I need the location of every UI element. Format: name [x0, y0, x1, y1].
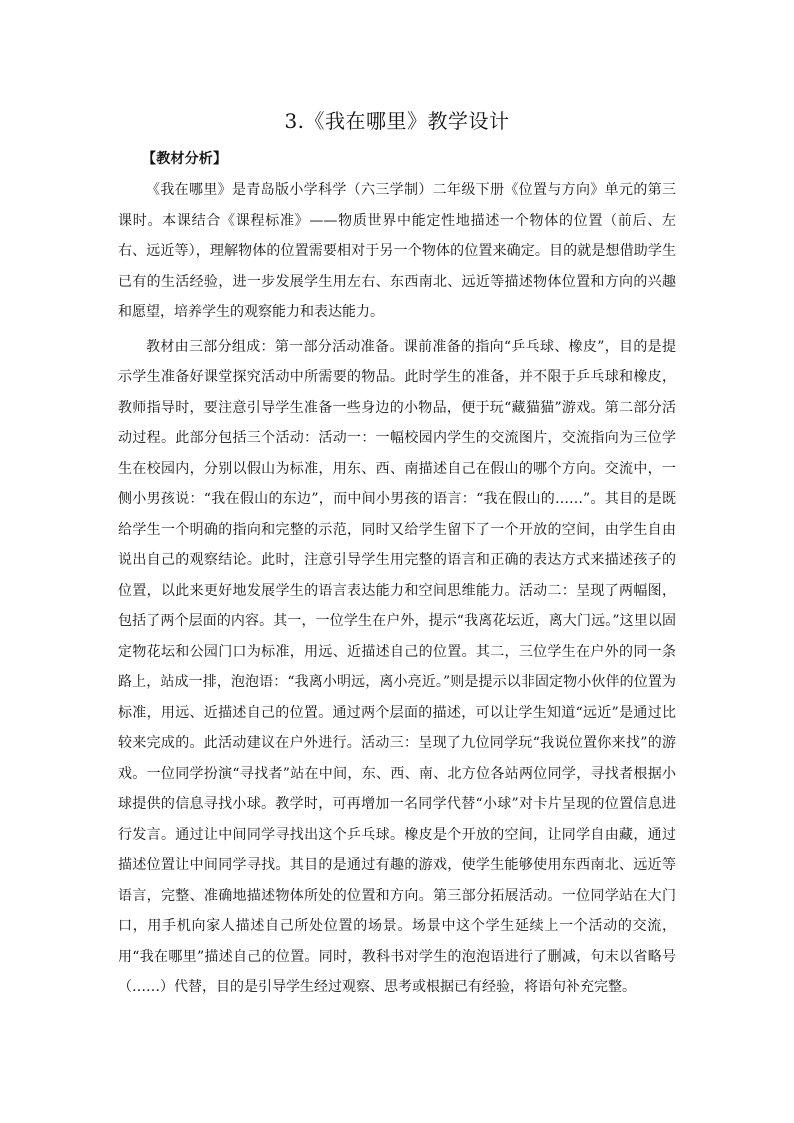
- document-title: 3.《我在哪里》教学设计: [284, 109, 510, 133]
- paragraph-structure: 教材由三部分组成：第一部分活动准备。课前准备的指向“乒乓球、橡皮”，目的是提示学生准备好课堂探究活动中所需要的物品。此时学生的准备，并不限于乒乓球和橡皮，教师指导时，要注意引导学生准备一些身边的小物品，便于玩“藏猫猫”游戏。第二部分活动过程。此部分包括三个活动：活动一：一幅校园内学生的交流图片，交流指向为三位学生在校园内，分别以假山为标准，用东、西、南描述自己在假山的哪个方向。交流中，一侧小男孩说：“我在假山的东边”，而中间小男孩的语言：“我在假山的……”。其目的是既给学生一个明确的指向和完整的示范，同时又给学生留下了一个开放的空间，由学生自由说出自己的观察结论。此时，注意引导学生用完整的语言和正确的表达方式来描述孩子的位置，以此来更好地发展学生的语言表达能力和空间思维能力。活动二：呈现了两幅图，包括了两个层面的内容。其一，一位学生在户外，提示“我离花坛近，离大门远。”这里以固定物花坛和公园门口为标准，用远、近描述自己的位置。其二，三位学生在户外的同一条路上，站成一排，泡泡语：“我离小明远，离小亮近。”则是提示以非固定物小伙伴的位置为标准，用远、近描述自己的位置。通过两个层面的描述，可以让学生知道“远近”是通过比较来完成的。此活动建议在户外进行。活动三：呈现了九位同学玩“我说位置你来找”的游戏。一位同学扮演“寻找者”站在中间，东、西、南、北方位各站两位同学，寻找者根据小球提供的信息寻找小球。教学时，可再增加一名同学代替“小球”对卡片呈现的位置信息进行发言。通过让中间同学寻找出这个乒乓球。橡皮是个开放的空间，让同学自由藏，通过描述位置让中间同学寻找。其目的是通过有趣的游戏，使学生能够使用东西南北、远近等语言，完整、准确地描述物体所处的位置和方向。第三部分拓展活动。一位同学站在大门口，用手机向家人描述自己所处位置的场景。场景中这个学生延续上一个活动的交流，用“我在哪里”描述自己的位置。同时，教科书对学生的泡泡语进行了删减，句末以省略号（……）代替，目的是引导学生经过观察、思考或根据已有经验，将语句补充完整。: [118, 338, 676, 995]
- section-heading-textbook-analysis: 【教材分析】: [142, 151, 228, 167]
- paragraph-intro: 《我在哪里》是青岛版小学科学（六三学制）二年级下册《位置与方向》单元的第三课时。本课结合《课程标准》——物质世界中能定性地描述一个物体的位置（前后、左右、远近等），理解物体的位置需要相对于另一个物体的位置来确定。目的就是想借助学生已有的生活经验，进一步发展学生用左右、东西南北、远近等描述物体位置和方向的兴趣和愿望，培养学生的观察能力和表达能力。: [118, 182, 676, 320]
